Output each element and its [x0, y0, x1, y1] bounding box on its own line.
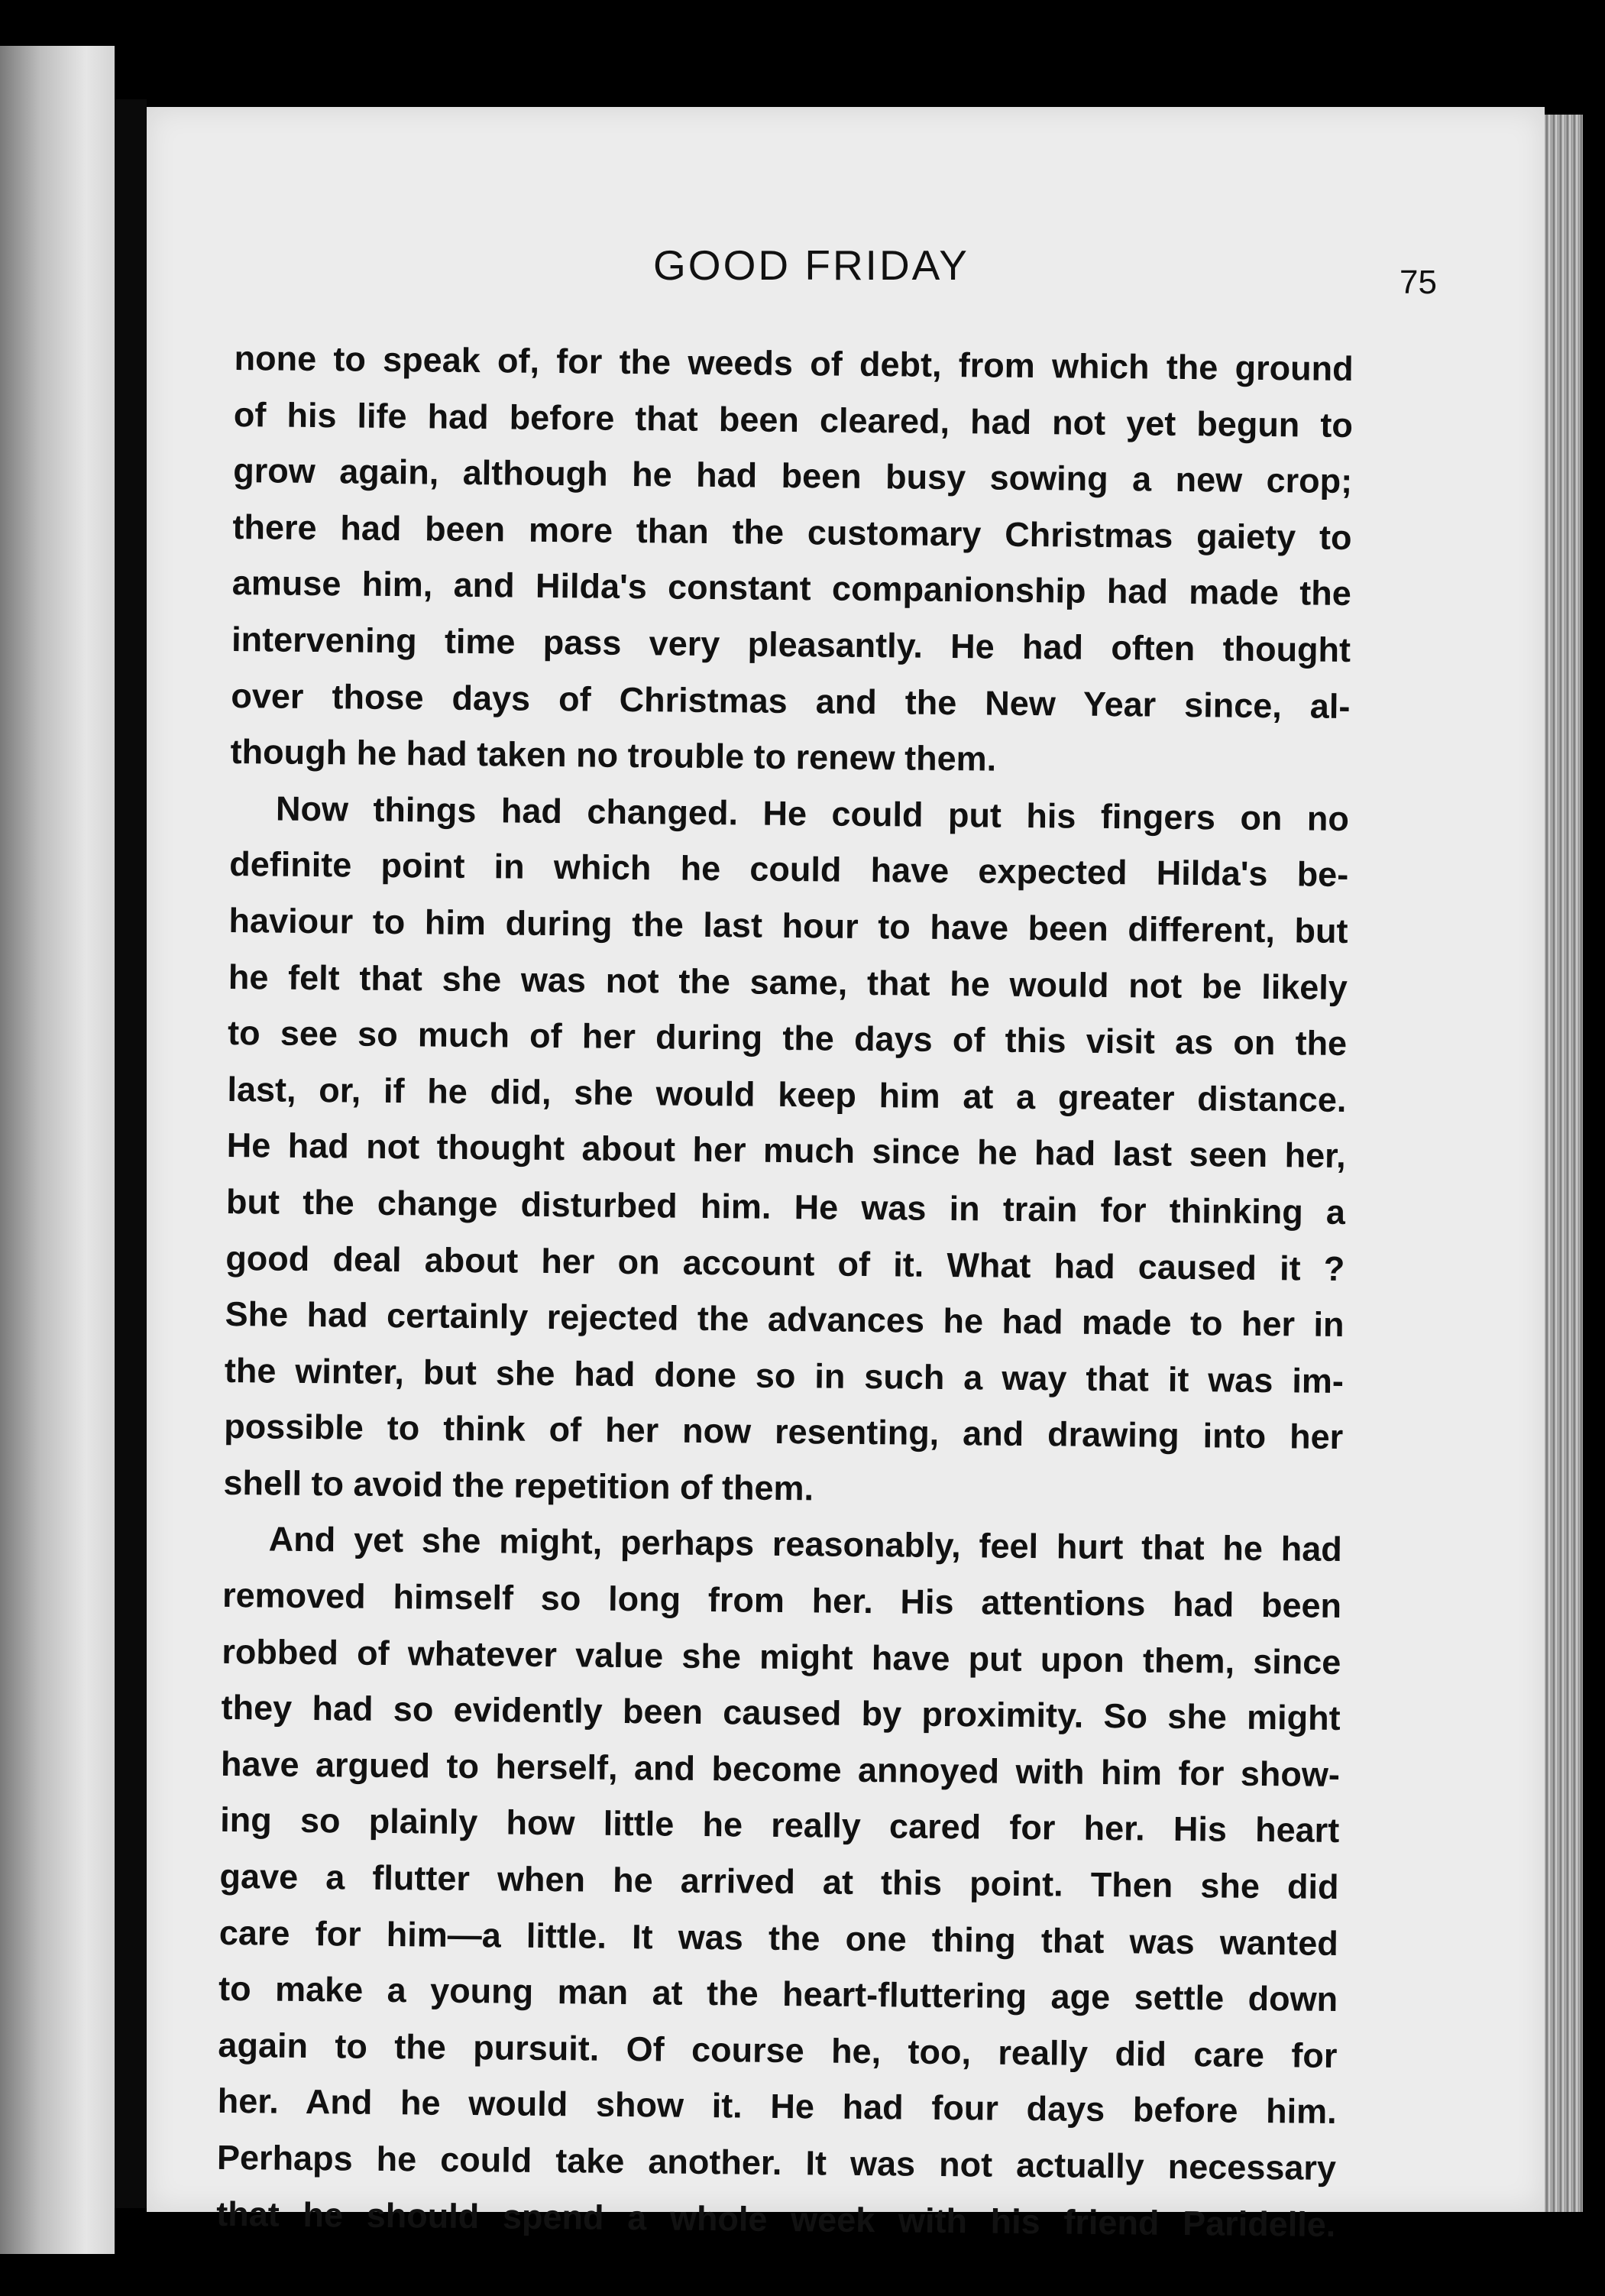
text-line: Now things had changed. He could put his fingers on no — [275, 789, 1350, 838]
paragraph-2 — [223, 780, 1349, 1522]
text-line: definite point in which he could have expected Hilda's be- — [229, 844, 1349, 895]
book-gutter — [115, 99, 147, 2208]
text-line: of his life had before that been cleared, had not yet begun to — [233, 394, 1354, 445]
text-line: haviour to him during the last hour to have been different, but — [228, 900, 1348, 950]
text-line: they had so evidently been caused by proximity. So she might — [221, 1688, 1341, 1738]
text-line: He had not thought about her much since he had last seen her, — [226, 1125, 1346, 1176]
left-page-edge — [0, 46, 115, 2254]
text-line: the winter, but she had done so in such a way that it was im- — [224, 1350, 1345, 1401]
page-number: 75 — [1400, 264, 1437, 301]
text-line: Perhaps he could take another. It was not actually necessary — [216, 2137, 1337, 2188]
text-line: that he should spend a whole week with his friend Paridelle. — [216, 2194, 1336, 2244]
text-line: gave a flutter when he arrived at this point. Then she did — [219, 1856, 1339, 1906]
paragraph-1 — [230, 330, 1354, 791]
text-line: care for him—a little. It was the one thing that was wanted — [218, 1912, 1339, 1963]
text-line: shell to avoid the repetition of them. — [223, 1462, 814, 1508]
text-line: to make a young man at the heart-fluttering age settle down — [218, 1969, 1338, 2019]
paragraph-3 — [216, 1511, 1342, 2252]
text-line: grow again, although he had been busy sowing a new crop; — [232, 451, 1353, 501]
text-line: none to speak of, for the weeds of debt, from which the ground — [234, 338, 1354, 389]
text-line: there had been more than the customary Christmas gaiety to — [232, 507, 1352, 557]
book-page — [147, 107, 1545, 2244]
text-line: ing so plainly how little he really cared for her. His heart — [220, 1800, 1340, 1851]
text-line: but the change disturbed him. He was in train for thinking a — [225, 1181, 1346, 1232]
text-line: last, or, if he did, she would keep him at a greater distance. — [227, 1069, 1347, 1119]
text-line: intervening time pass very pleasantly. He had often thought — [231, 619, 1351, 670]
body-text — [216, 330, 1354, 2252]
text-line: robbed of whatever value she might have put upon them, since — [222, 1631, 1341, 1682]
text-line: good deal about her on account of it. What had caused it ? — [225, 1238, 1345, 1288]
text-line: he felt that she was not the same, that he would not be likely — [228, 957, 1348, 1007]
text-line: possible to think of her now resenting, and drawing into her — [223, 1407, 1344, 1457]
text-line: her. And he would show it. He had four days before him. — [217, 2081, 1337, 2132]
text-line: amuse him, and Hilda's constant companionship had made the — [231, 563, 1352, 614]
text-line: removed himself so long from her. His attentions had been — [222, 1575, 1342, 1626]
text-line: And yet she might, perhaps reasonably, feel hurt that he had — [268, 1519, 1342, 1569]
text-line: She had certainly rejected the advances he had made to her in — [225, 1294, 1345, 1345]
text-line: have argued to herself, and become annoyed with him for show- — [220, 1744, 1341, 1794]
page-stack-edge — [1545, 115, 1583, 2212]
text-line: over those days of Christmas and the New Year since, al- — [231, 675, 1351, 726]
running-head: GOOD FRIDAY — [653, 241, 969, 289]
text-line: though he had taken no trouble to renew them. — [230, 732, 997, 779]
text-line: to see so much of her during the days of this visit as on the — [227, 1013, 1348, 1064]
text-line: again to the pursuit. Of course he, too, really did care for — [218, 2025, 1338, 2075]
